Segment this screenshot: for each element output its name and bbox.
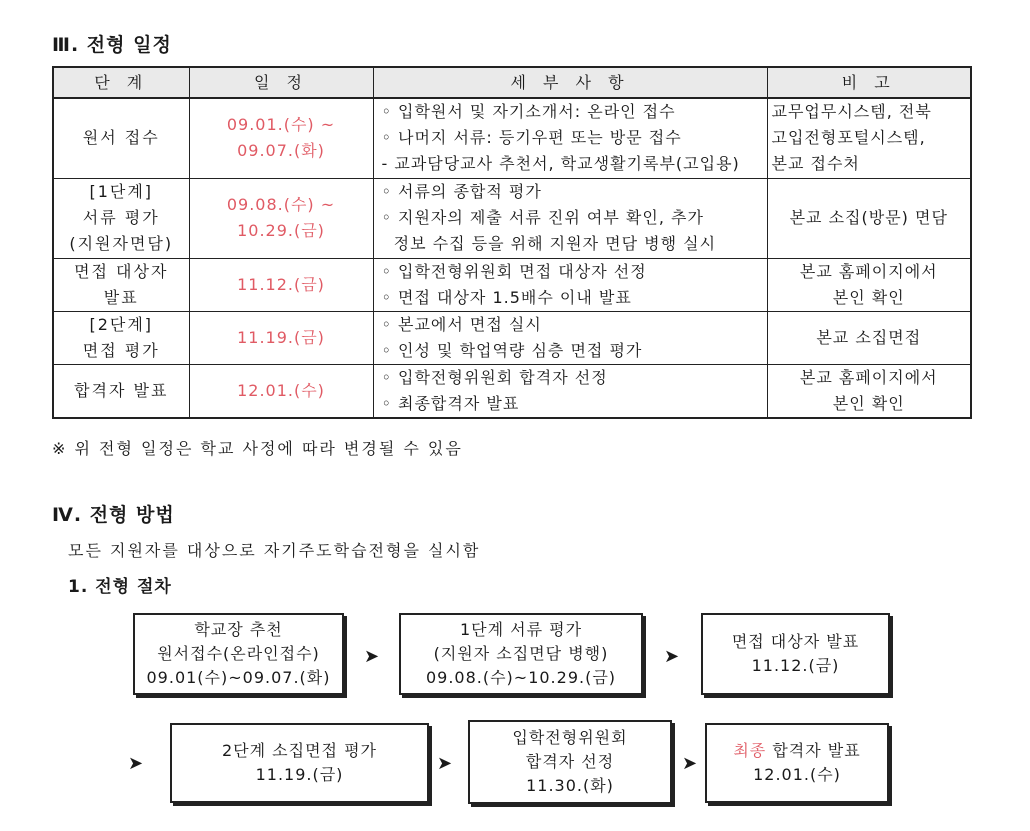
cell-step [53, 364, 189, 418]
cell-step [53, 98, 189, 178]
flow-text: 11.30.(화) [526, 776, 614, 795]
cell-remark [767, 178, 971, 258]
flow-text: 09.01(수)~09.07.(화) [146, 668, 331, 687]
arrow-right-icon: ➤ [128, 753, 144, 774]
table-header-row [53, 67, 971, 98]
arrow-right-icon: ➤ [682, 753, 698, 774]
step-text: 원서 접수 [82, 128, 160, 148]
detail-text: ◦ 나머지 서류: 등기우편 또는 방문 접수 [381, 128, 682, 148]
detail-text: ◦ 입학원서 및 자기소개서: 온라인 접수 [381, 102, 676, 122]
remark-text: 고입전형포털시스템, [771, 128, 926, 148]
arrow-right-icon: ➤ [364, 646, 380, 667]
flow-text: 합격자 발표 [766, 741, 861, 760]
flow-text: (지원자 소집면담 병행) [433, 644, 609, 663]
cell-details [373, 178, 767, 258]
date-text: 09.07.(화) [237, 141, 325, 161]
header-remark: 비 고 [767, 67, 971, 98]
remark-text: 본인 확인 [832, 393, 905, 413]
arrow-right-icon: ➤ [664, 646, 680, 667]
flow-text: 11.19.(금) [255, 765, 344, 784]
detail-text: ◦ 최종합격자 발표 [381, 393, 520, 413]
flow-step-interview-candidates [701, 613, 890, 695]
date-text: 10.29.(금) [237, 221, 325, 240]
date-text: 09.08.(수) ~ [226, 195, 336, 214]
section-3-title: Ⅲ. 전형 일정 [52, 34, 172, 56]
detail-text: ◦ 본교에서 면접 실시 [381, 314, 542, 334]
detail-text: ◦ 면접 대상자 1.5배수 이내 발표 [381, 287, 632, 307]
remark-text: 본교 소집면접 [816, 327, 922, 347]
cell-date [189, 311, 373, 364]
table-row [53, 364, 971, 418]
flow-text: 11.12.(금) [751, 656, 840, 675]
detail-text: ◦ 서류의 종합적 평가 [381, 182, 542, 201]
cell-remark [767, 364, 971, 418]
flow-text: 09.08.(수)~10.29.(금) [425, 668, 617, 687]
remark-text: 본교 홈페이지에서 [799, 367, 938, 387]
table-row [53, 311, 971, 364]
cell-remark [767, 98, 971, 178]
section-4-intro: 모든 지원자를 대상으로 자기주도학습전형을 실시함 [68, 541, 481, 560]
date-text: 11.19.(금) [237, 327, 325, 347]
flow-text: 12.01.(수) [753, 765, 841, 784]
detail-text: ◦ 입학전형위원회 합격자 선정 [381, 367, 608, 387]
remark-text: 본교 접수처 [771, 154, 860, 174]
step-text: [1단계] [89, 182, 154, 201]
detail-text: ◦ 입학전형위원회 면접 대상자 선정 [381, 261, 647, 281]
flow-step-application [133, 613, 344, 695]
cell-details [373, 258, 767, 311]
schedule-note: ※ 위 전형 일정은 학교 사정에 따라 변경될 수 있음 [52, 439, 463, 458]
date-text: 12.01.(수) [237, 380, 325, 400]
header-details: 세 부 사 항 [373, 67, 767, 98]
cell-step [53, 311, 189, 364]
schedule-table [52, 66, 972, 419]
remark-text: 본인 확인 [832, 287, 905, 307]
detail-text: ◦ 인성 및 학업역량 심층 면접 평가 [381, 340, 643, 360]
cell-details [373, 98, 767, 178]
step-text: (지원자면담) [69, 234, 174, 253]
step-text: 면접 대상자 [74, 261, 169, 281]
cell-remark [767, 258, 971, 311]
flow-text: 면접 대상자 발표 [731, 632, 860, 651]
flow-text: 입학전형위원회 [512, 728, 628, 747]
flow-step-document-review [399, 613, 643, 695]
step-text: 면접 평가 [82, 340, 160, 360]
cell-details [373, 364, 767, 418]
table-row [53, 98, 971, 178]
arrow-right-icon: ➤ [437, 753, 453, 774]
step-text: [2단계] [89, 314, 154, 334]
flow-text-highlight: 최종 [733, 741, 767, 760]
table-row [53, 258, 971, 311]
flow-text: 학교장 추천 [194, 620, 283, 639]
flow-text-line [733, 739, 860, 763]
detail-text: - 교과담당교사 추천서, 학교생활기록부(고입용) [381, 154, 740, 174]
cell-details [373, 311, 767, 364]
remark-text: 본교 소집(방문) 면담 [789, 208, 948, 227]
cell-date [189, 364, 373, 418]
flow-step-interview [170, 723, 429, 803]
flow-step-committee-selection [468, 720, 672, 804]
remark-text: 본교 홈페이지에서 [799, 261, 938, 281]
section-4-title: Ⅳ. 전형 방법 [52, 504, 175, 526]
detail-text: ◦ 지원자의 제출 서류 진위 여부 확인, 추가 [381, 208, 704, 227]
cell-remark [767, 311, 971, 364]
cell-date [189, 178, 373, 258]
remark-text: 교무업무시스템, 전북 [771, 102, 932, 122]
flow-text: 1단계 서류 평가 [459, 620, 583, 639]
flow-text: 2단계 소집면접 평가 [222, 741, 377, 760]
header-step: 단 계 [53, 67, 189, 98]
flow-step-final-announcement [705, 723, 889, 803]
step-text: 서류 평가 [82, 208, 160, 227]
table-row [53, 178, 971, 258]
flow-text: 합격자 선정 [525, 752, 615, 771]
cell-step [53, 258, 189, 311]
detail-text: 정보 수집 등을 위해 지원자 면담 병행 실시 [381, 234, 717, 253]
flow-text: 원서접수(온라인접수) [157, 644, 320, 663]
cell-step [53, 178, 189, 258]
date-text: 11.12.(금) [237, 274, 325, 294]
procedure-subtitle: 1. 전형 절차 [68, 577, 172, 597]
step-text: 발표 [103, 287, 139, 307]
cell-date [189, 258, 373, 311]
step-text: 합격자 발표 [74, 380, 169, 400]
cell-date [189, 98, 373, 178]
header-date: 일 정 [189, 67, 373, 98]
date-text: 09.01.(수) ~ [226, 115, 336, 135]
